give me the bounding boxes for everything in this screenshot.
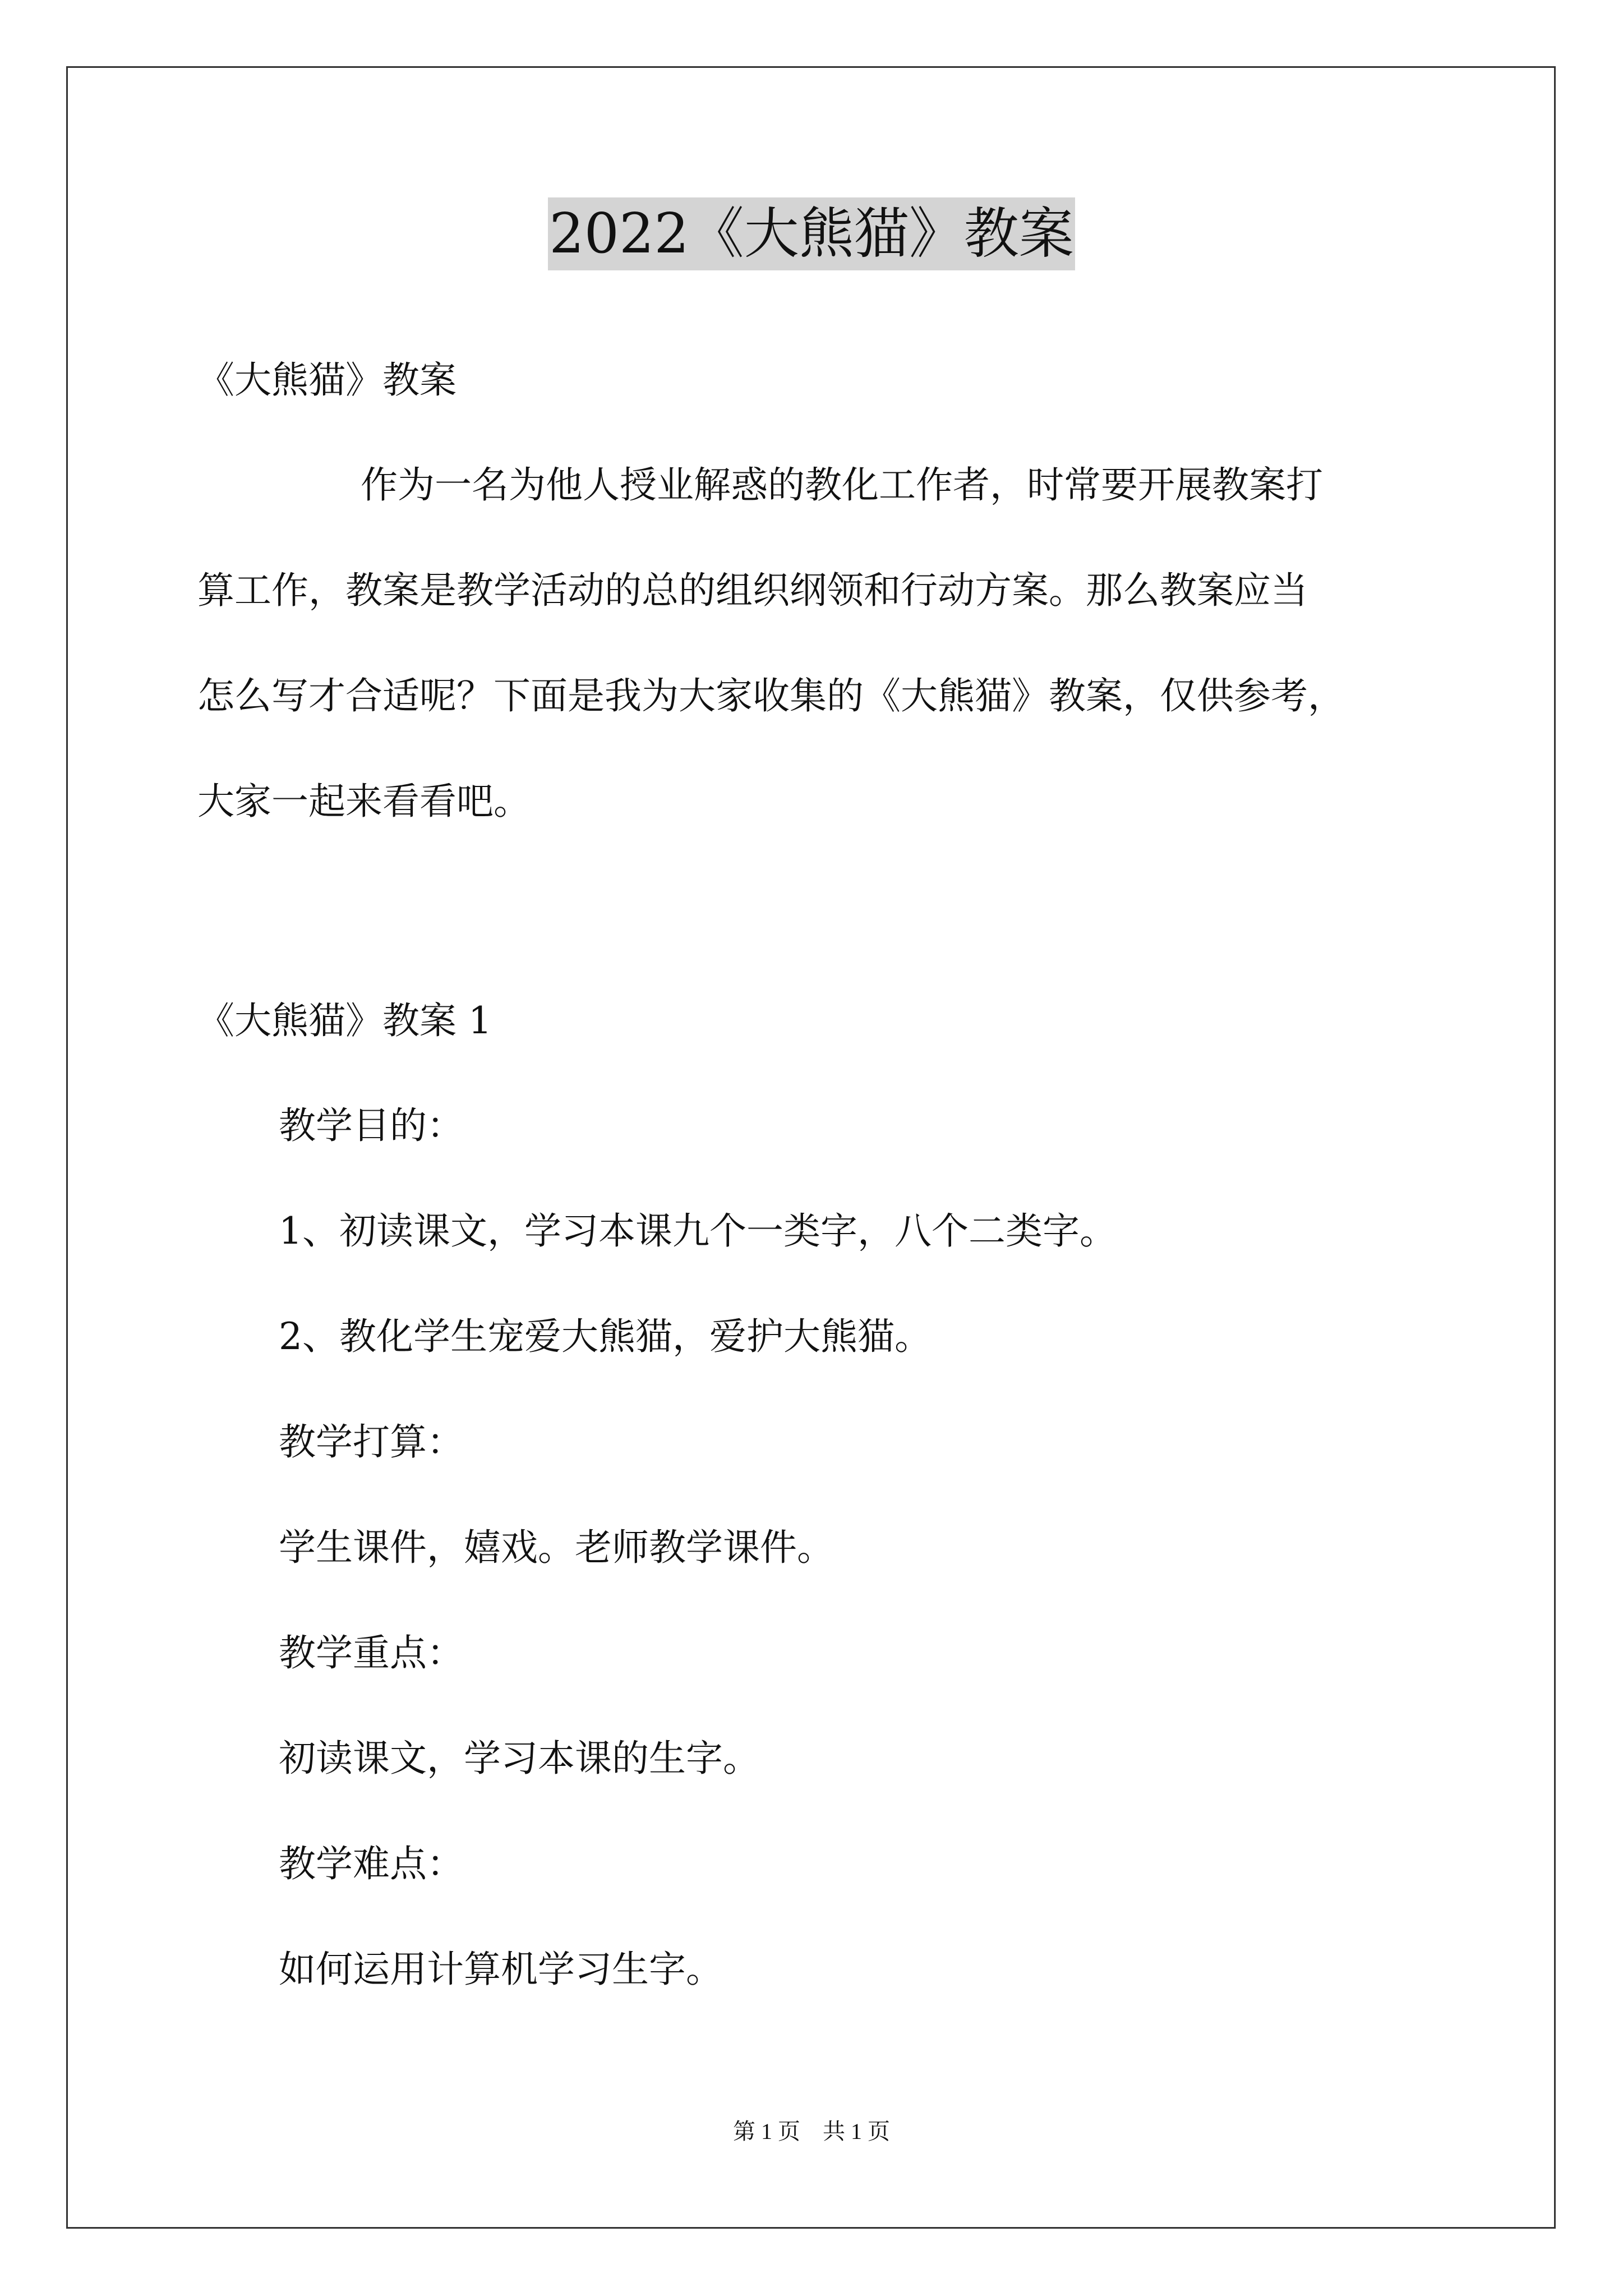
section-line-6: 教学重点： [279,1631,464,1674]
section-line-9: 如何运用计算机学习生字。 [279,1948,723,1991]
section-line-1: 教学目的： [279,1104,464,1147]
page-footer: 第 1 页 共 1 页 [733,2119,890,2144]
document-title [0,197,1623,270]
intro-line-2: 算工作，教案是教学活动的总的组织纲领和行动方案。那么教案应当 [197,569,1308,612]
section-line-4: 教学打算： [279,1420,464,1464]
section-line-2: 1、初读课文，学习本课九个一类字，八个二类字。 [279,1209,1117,1253]
section-line-5: 学生课件，嬉戏。老师教学课件。 [279,1526,834,1569]
intro-line-4: 大家一起来看看吧。 [197,780,531,823]
section-line-3: 2、教化学生宠爱大熊猫，爱护大熊猫。 [279,1315,932,1358]
section-heading: 《大熊猫》教案 1 [197,999,492,1042]
section-line-7: 初读课文，学习本课的生字。 [279,1737,760,1780]
intro-line-1: 作为一名为他人授业解惑的教化工作者，时常要开展教案打 [361,463,1323,507]
document-subtitle: 《大熊猫》教案 [197,358,457,402]
title-highlight: 2022《大熊猫》教案 [548,197,1075,270]
section-line-8: 教学难点： [279,1842,464,1885]
intro-line-3: 怎么写才合适呢？下面是我为大家收集的《大熊猫》教案，仅供参考， [197,674,1345,717]
